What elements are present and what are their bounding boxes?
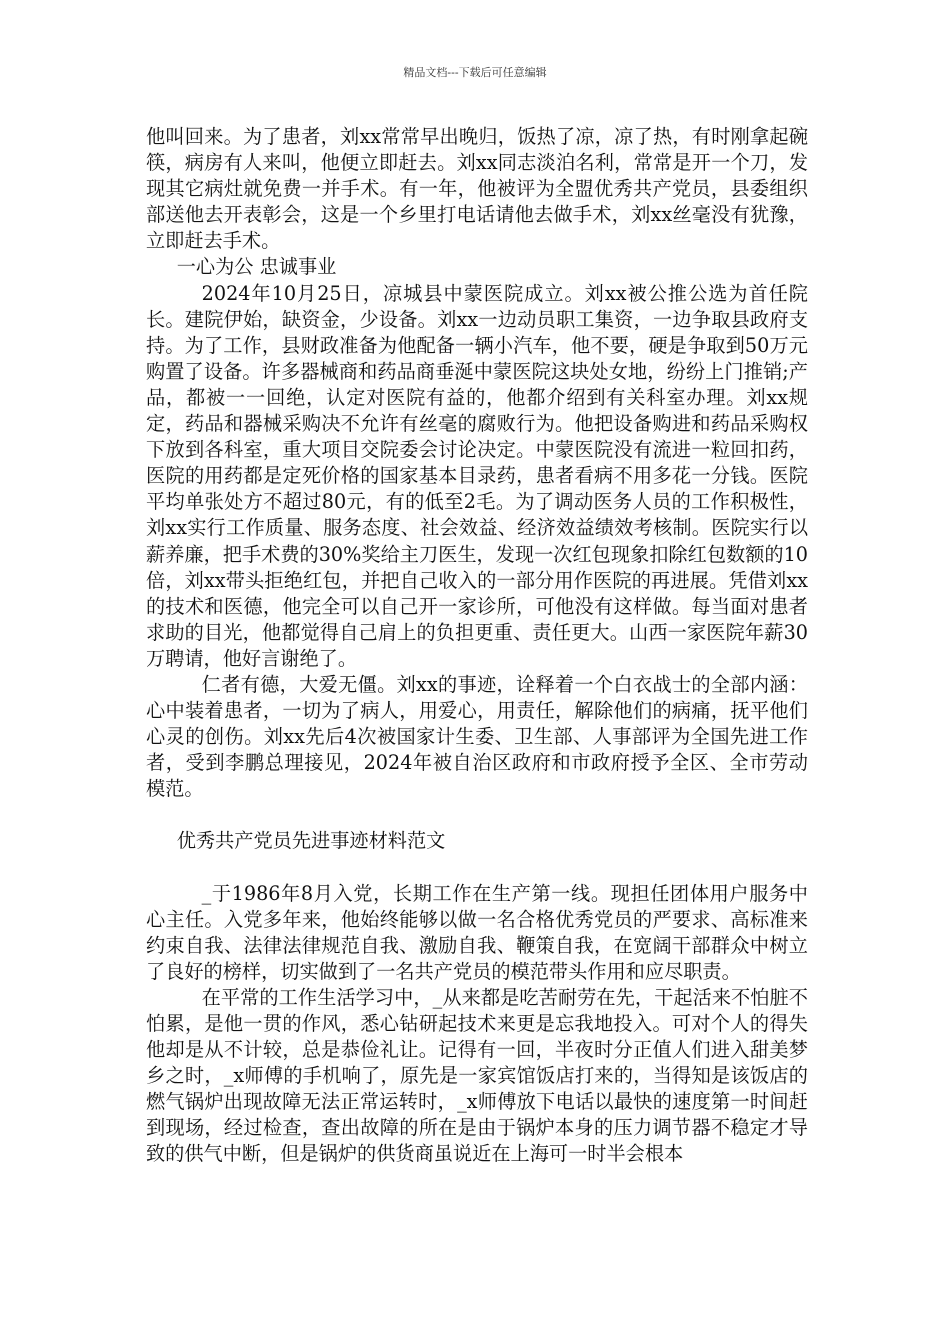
document-body bbox=[146, 124, 808, 1168]
paragraph-hospital-founding: 2024年10月25日，凉城县中蒙医院成立。刘xx被公推公选为首任院长。建院伊始，缺资金，少设备。刘xx一边动员职工集资，一边争取县政府支持。为了工作，县财政准备为他配备一辆小汽车，他不要，硬是争取到50万元购置了设备。许多器械商和药品商垂涎中蒙医院这块处女地，纷纷上门推销;产品，都被一一回绝，认定对医院有益的，他都介绍到有关科室办理。刘xx规定，药品和器械采购决不允许有丝毫的腐败行为。他把设备购进和药品采购权下放到各科室，重大项目交院委会讨论决定。中蒙医院没有流进一粒回扣药，医院的用药都是定死价格的国家基本目录药，患者看病不用多花一分钱。医院平均单张处方不超过80元，有的低至2毛。为了调动医务人员的工作积极性，刘xx实行工作质量、服务态度、社会效益、经济效益绩效考核制。医院实行以薪养廉，把手术费的30%奖给主刀医生，发现一次红包现象扣除红包数额的10倍，刘xx带头拒绝红包，并把自己收入的一部分用作医院的再进展。凭借刘xx的技术和医德，他完全可以自己开一家诊所，可他没有这样做。每当面对患者求助的目光，他都觉得自己肩上的负担更重、责任更大。山西一家医院年薪30万聘请，他好言谢绝了。 bbox=[146, 281, 809, 670]
page-header-note: 精品文档---下载后可任意编辑 bbox=[403, 66, 547, 79]
paragraph-honors: 仁者有德，大爱无僵。刘xx的事迹，诠释着一个白衣战士的全部内涵：心中装着患者，一切为了病人，用爱心，用责任，解除他们的病痛，抚平他们心灵的创伤。刘xx先后4次被国家计生委、卫生部、人事部评为全国先进工作者，受到李鹏总理接见，2024年被自治区政府和市政府授予全区、全市劳动模范。 bbox=[146, 672, 808, 801]
paragraph-party-member-intro: _于1986年8月入党，长期工作在生产第一线。现担任团体用户服务中心主任。入党多年来，他始终能够以做一名合格优秀党员的严要求、高标准来约束自我、法律法律规范自我、激励自我、鞭策自我，在宽阔干部群众中树立了良好的榜样，切实做到了一名共产党员的模范带头作用和应尽职责。 bbox=[146, 881, 808, 983]
section-heading-dedication: 一心为公 忠诚事业 bbox=[176, 255, 337, 279]
paragraph-continuation: 他叫回来。为了患者，刘xx常常早出晚归，饭热了凉，凉了热，有时刚拿起碗筷，病房有人来叫，他便立即赶去。刘xx同志淡泊名利，常常是开一个刀，发现其它病灶就免费一并手术。有一年，他被评为全盟优秀共产党员，县委组织部送他去开表彰会，这是一个乡里打电话请他去做手术，刘xx丝毫没有犹豫，立即赶去手术。 bbox=[146, 125, 808, 253]
article-title: 优秀共产党员先进事迹材料范文 bbox=[176, 829, 446, 853]
paragraph-work-story: 在平常的工作生活学习中，_从来都是吃苦耐劳在先，干起活来不怕脏不怕累，是他一贯的作风，悉心钻研起技术来更是忘我地投入。可对个人的得失他却是从不计较，总是恭俭礼让。记得有一回，半夜时分正值人们进入甜美梦乡之时，_x师傅的手机响了，原先是一家宾馆饭店打来的，当得知是该饭店的燃气锅炉出现故障无法正常运转时，_x师傅放下电话以最快的速度第一时间赶到现场，经过检查，查出故障的所在是由于锅炉本身的压力调节器不稳定才导致的供气中断，但是锅炉的供货商虽说近在上海可一时半会根本 bbox=[146, 985, 808, 1166]
